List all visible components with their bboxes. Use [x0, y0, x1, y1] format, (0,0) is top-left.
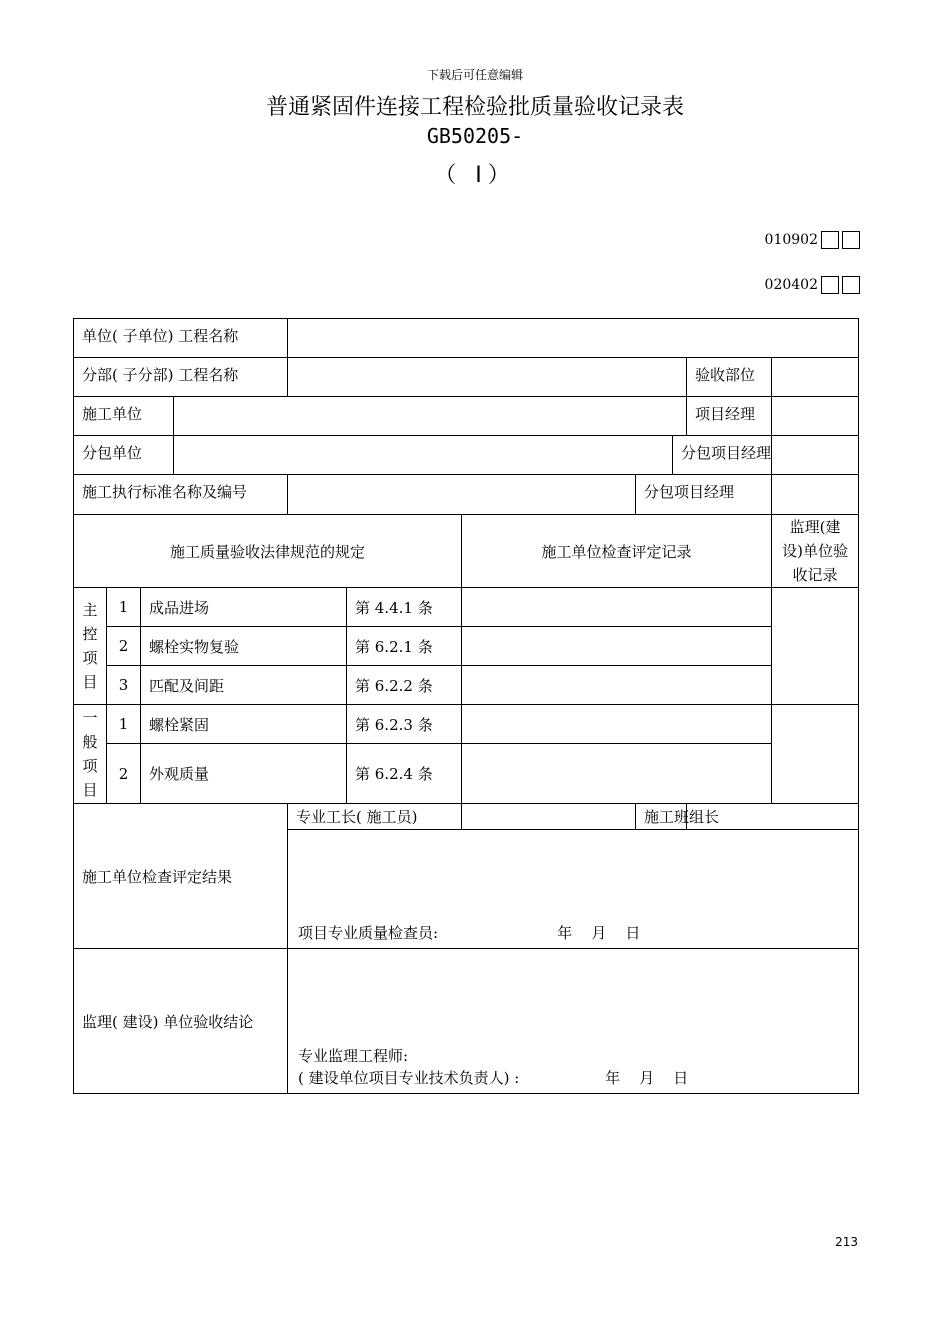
- item-clause: 第 4.4.1 条: [347, 588, 462, 627]
- header-note: 下载后可任意编辑: [426, 68, 523, 82]
- item-no: 1: [107, 705, 141, 744]
- subcontract-pm-label: 分包项目经理: [673, 436, 772, 475]
- table-row: [74, 804, 859, 830]
- division-project-label: 分部( 子分部) 工程名称: [74, 358, 288, 397]
- table-row: [74, 705, 859, 744]
- page-number: 213: [835, 1235, 858, 1249]
- form-variant: （ I）: [434, 163, 516, 188]
- item-name: 匹配及间距: [141, 666, 347, 705]
- item-name: 螺栓紧固: [141, 705, 347, 744]
- standard-code: GB50205-: [426, 124, 524, 148]
- item-no: 1: [107, 588, 141, 627]
- item-check-field[interactable]: [462, 705, 772, 744]
- division-project-field[interactable]: [288, 358, 687, 397]
- foreman-field[interactable]: [462, 804, 636, 830]
- conclusion-signature-area[interactable]: [288, 949, 859, 1094]
- form-code-2-text: 020402: [764, 277, 818, 293]
- check-record-header: 施工单位检查评定记录: [462, 515, 772, 588]
- item-no: 2: [107, 744, 141, 804]
- item-check-field[interactable]: [462, 666, 772, 705]
- general-items-supervision-field[interactable]: [772, 705, 859, 804]
- main-items-supervision-field[interactable]: [772, 588, 859, 705]
- standard-label: 施工执行标准名称及编号: [74, 475, 288, 515]
- item-clause: 第 6.2.2 条: [347, 666, 462, 705]
- code-box[interactable]: [821, 231, 839, 249]
- table-row: [74, 319, 859, 358]
- item-check-field[interactable]: [462, 627, 772, 666]
- acceptance-part-label: 验收部位: [687, 358, 772, 397]
- acceptance-part-field[interactable]: [772, 358, 859, 397]
- table-row: [74, 949, 859, 1094]
- general-items-group-label: 一 般 项 目: [74, 705, 107, 804]
- standard-field[interactable]: [288, 475, 636, 515]
- foreman-label: 专业工长( 施工员): [288, 804, 462, 830]
- item-clause: 第 6.2.1 条: [347, 627, 462, 666]
- engineer-line: 专业监理工程师:: [298, 1047, 409, 1065]
- table-row: [74, 475, 859, 515]
- table-row: [74, 358, 859, 397]
- result-signature-area[interactable]: [288, 830, 859, 949]
- conclusion-label: 监理( 建设) 单位验收结论: [74, 949, 288, 1094]
- construction-unit-label: 施工单位: [74, 397, 174, 436]
- item-name: 螺栓实物复验: [141, 627, 347, 666]
- subcontract-unit-field[interactable]: [174, 436, 673, 475]
- inspection-form-table: [73, 318, 859, 1094]
- table-row: [74, 744, 859, 804]
- unit-project-label: 单位( 子单位) 工程名称: [74, 319, 288, 358]
- table-row: [74, 397, 859, 436]
- subcontract-pm-field[interactable]: [772, 436, 859, 475]
- subcontract-pm-label-2: 分包项目经理: [636, 475, 772, 515]
- form-code-1-text: 010902: [764, 232, 818, 248]
- item-name: 成品进场: [141, 588, 347, 627]
- table-row: [74, 627, 859, 666]
- inspector-line: 项目专业质量检查员: 年 月 日: [298, 924, 641, 942]
- code-box[interactable]: [842, 276, 860, 294]
- item-check-field[interactable]: [462, 588, 772, 627]
- regulation-header: 施工质量验收法律规范的规定: [74, 515, 462, 588]
- item-clause: 第 6.2.4 条: [347, 744, 462, 804]
- project-manager-label: 项目经理: [687, 397, 772, 436]
- table-row: [74, 515, 859, 588]
- subcontract-unit-label: 分包单位: [74, 436, 174, 475]
- item-check-field[interactable]: [462, 744, 772, 804]
- team-leader-label: 施工班组长: [636, 804, 687, 830]
- code-box[interactable]: [842, 231, 860, 249]
- table-row: [74, 666, 859, 705]
- form-code-1: [765, 231, 860, 249]
- main-items-group-label: 主 控 项 目: [74, 588, 107, 705]
- table-row: [74, 436, 859, 475]
- item-no: 2: [107, 627, 141, 666]
- item-no: 3: [107, 666, 141, 705]
- code-box[interactable]: [821, 276, 839, 294]
- subcontract-pm-field-2[interactable]: [772, 475, 859, 515]
- form-code-2: [765, 276, 860, 294]
- table-row: [74, 588, 859, 627]
- item-clause: 第 6.2.3 条: [347, 705, 462, 744]
- unit-project-field[interactable]: [288, 319, 859, 358]
- item-name: 外观质量: [141, 744, 347, 804]
- owner-line: ( 建设单位项目专业技术负责人) : 年 月 日: [298, 1069, 689, 1087]
- page-title: 普通紧固件连接工程检验批质量验收记录表: [265, 95, 684, 120]
- project-manager-field[interactable]: [772, 397, 859, 436]
- result-label: 施工单位检查评定结果: [74, 804, 288, 949]
- supervision-record-header: 监理(建设)单位验收记录: [772, 515, 859, 588]
- construction-unit-field[interactable]: [174, 397, 687, 436]
